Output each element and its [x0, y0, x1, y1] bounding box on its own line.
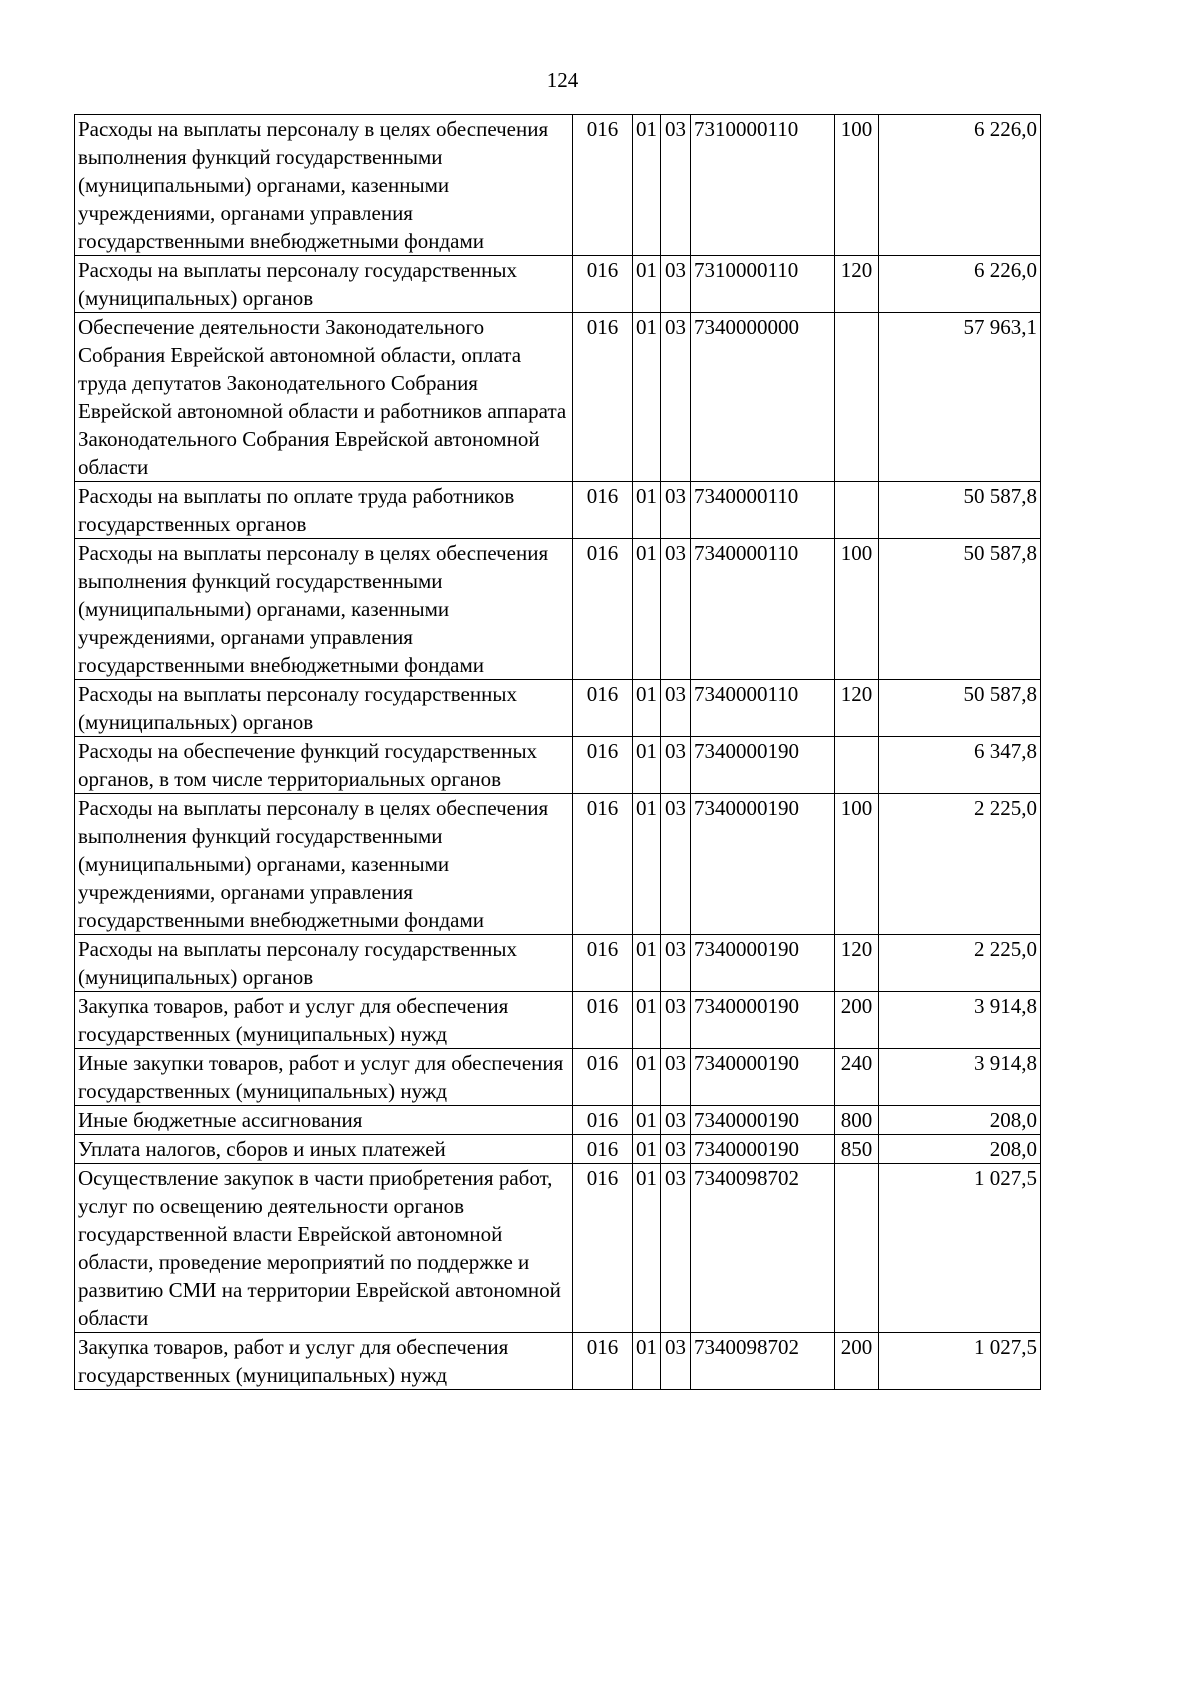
- subsection-cell: 03: [661, 935, 691, 992]
- ministry-code-cell: 016: [573, 313, 633, 482]
- row-name-cell: Расходы на обеспечение функций государственных органов, в том числе территориальных органов: [75, 737, 573, 794]
- subsection-cell: 03: [661, 1164, 691, 1333]
- ministry-code-cell: 016: [573, 539, 633, 680]
- table-row: [75, 115, 1041, 256]
- ministry-code-cell: 016: [573, 794, 633, 935]
- sum-cell: 50 587,8: [879, 680, 1041, 737]
- row-name-cell: Расходы на выплаты персоналу государственных (муниципальных) органов: [75, 256, 573, 313]
- target-article-cell: 7340000190: [691, 794, 835, 935]
- row-name-cell: Расходы на выплаты персоналу государственных (муниципальных) органов: [75, 935, 573, 992]
- ministry-code-cell: 016: [573, 1164, 633, 1333]
- target-article-cell: 7340000190: [691, 935, 835, 992]
- ministry-code-cell: 016: [573, 115, 633, 256]
- sum-cell: 6 226,0: [879, 256, 1041, 313]
- section-cell: 01: [633, 1164, 661, 1333]
- subsection-cell: 03: [661, 482, 691, 539]
- sum-cell: 6 226,0: [879, 115, 1041, 256]
- subsection-cell: 03: [661, 1135, 691, 1164]
- table-row: [75, 482, 1041, 539]
- subsection-cell: 03: [661, 1049, 691, 1106]
- table-row: [75, 313, 1041, 482]
- sum-cell: 2 225,0: [879, 794, 1041, 935]
- table-row: [75, 1164, 1041, 1333]
- expense-kind-cell: 800: [835, 1106, 879, 1135]
- sum-cell: 6 347,8: [879, 737, 1041, 794]
- page-number: 124: [546, 68, 579, 92]
- target-article-cell: 7340098702: [691, 1333, 835, 1390]
- section-cell: 01: [633, 539, 661, 680]
- table-row: [75, 539, 1041, 680]
- row-name-cell: Иные бюджетные ассигнования: [75, 1106, 573, 1135]
- ministry-code-cell: 016: [573, 1135, 633, 1164]
- expense-kind-cell: [835, 482, 879, 539]
- section-cell: 01: [633, 794, 661, 935]
- sum-cell: 57 963,1: [879, 313, 1041, 482]
- subsection-cell: 03: [661, 1333, 691, 1390]
- row-name-cell: Расходы на выплаты персоналу в целях обеспечения выполнения функций государственными (муниципальными) органами, казенными учреждениями, органами управления государственными внебюджетными фондами: [75, 539, 573, 680]
- section-cell: 01: [633, 313, 661, 482]
- target-article-cell: 7310000110: [691, 115, 835, 256]
- table-row: [75, 1135, 1041, 1164]
- expense-kind-cell: [835, 1164, 879, 1333]
- expense-kind-cell: 240: [835, 1049, 879, 1106]
- section-cell: 01: [633, 115, 661, 256]
- budget-table: [74, 114, 1041, 1390]
- sum-cell: 50 587,8: [879, 482, 1041, 539]
- expense-kind-cell: 120: [835, 680, 879, 737]
- target-article-cell: 7340000110: [691, 680, 835, 737]
- table-row: [75, 737, 1041, 794]
- budget-table-body: [75, 115, 1041, 1390]
- expense-kind-cell: 100: [835, 115, 879, 256]
- table-row: [75, 256, 1041, 313]
- section-cell: 01: [633, 992, 661, 1049]
- subsection-cell: 03: [661, 256, 691, 313]
- row-name-cell: Расходы на выплаты по оплате труда работников государственных органов: [75, 482, 573, 539]
- subsection-cell: 03: [661, 737, 691, 794]
- sum-cell: 3 914,8: [879, 992, 1041, 1049]
- sum-cell: 208,0: [879, 1106, 1041, 1135]
- row-name-cell: Осуществление закупок в части приобретения работ, услуг по освещению деятельности органов государственной власти Еврейской автономной области, проведение мероприятий по поддержке и развитию СМИ на территории Еврейской автономной области: [75, 1164, 573, 1333]
- row-name-cell: Расходы на выплаты персоналу государственных (муниципальных) органов: [75, 680, 573, 737]
- row-name-cell: Обеспечение деятельности Законодательного Собрания Еврейской автономной области, оплата труда депутатов Законодательного Собрания Еврейской автономной области и работников аппарата Законодательного Собрания Еврейской автономной области: [75, 313, 573, 482]
- row-name-cell: Уплата налогов, сборов и иных платежей: [75, 1135, 573, 1164]
- sum-cell: 208,0: [879, 1135, 1041, 1164]
- target-article-cell: 7340000110: [691, 482, 835, 539]
- ministry-code-cell: 016: [573, 935, 633, 992]
- subsection-cell: 03: [661, 680, 691, 737]
- ministry-code-cell: 016: [573, 482, 633, 539]
- ministry-code-cell: 016: [573, 680, 633, 737]
- table-row: [75, 1106, 1041, 1135]
- target-article-cell: 7340000190: [691, 992, 835, 1049]
- section-cell: 01: [633, 1106, 661, 1135]
- target-article-cell: 7340000190: [691, 1049, 835, 1106]
- section-cell: 01: [633, 482, 661, 539]
- subsection-cell: 03: [661, 794, 691, 935]
- expense-kind-cell: 100: [835, 539, 879, 680]
- ministry-code-cell: 016: [573, 992, 633, 1049]
- table-row: [75, 935, 1041, 992]
- table-row: [75, 794, 1041, 935]
- subsection-cell: 03: [661, 539, 691, 680]
- sum-cell: 1 027,5: [879, 1333, 1041, 1390]
- target-article-cell: 7340000190: [691, 1135, 835, 1164]
- table-row: [75, 1049, 1041, 1106]
- ministry-code-cell: 016: [573, 1049, 633, 1106]
- table-row: [75, 680, 1041, 737]
- ministry-code-cell: 016: [573, 1333, 633, 1390]
- subsection-cell: 03: [661, 1106, 691, 1135]
- target-article-cell: 7340000190: [691, 737, 835, 794]
- expense-kind-cell: 200: [835, 1333, 879, 1390]
- subsection-cell: 03: [661, 313, 691, 482]
- expense-kind-cell: 850: [835, 1135, 879, 1164]
- ministry-code-cell: 016: [573, 256, 633, 313]
- section-cell: 01: [633, 935, 661, 992]
- subsection-cell: 03: [661, 992, 691, 1049]
- row-name-cell: Закупка товаров, работ и услуг для обеспечения государственных (муниципальных) нужд: [75, 992, 573, 1049]
- expense-kind-cell: 200: [835, 992, 879, 1049]
- expense-kind-cell: [835, 737, 879, 794]
- section-cell: 01: [633, 680, 661, 737]
- expense-kind-cell: 120: [835, 935, 879, 992]
- sum-cell: 50 587,8: [879, 539, 1041, 680]
- section-cell: 01: [633, 256, 661, 313]
- subsection-cell: 03: [661, 115, 691, 256]
- sum-cell: 2 225,0: [879, 935, 1041, 992]
- target-article-cell: 7340000110: [691, 539, 835, 680]
- section-cell: 01: [633, 737, 661, 794]
- section-cell: 01: [633, 1049, 661, 1106]
- section-cell: 01: [633, 1135, 661, 1164]
- expense-kind-cell: 120: [835, 256, 879, 313]
- table-row: [75, 1333, 1041, 1390]
- target-article-cell: 7340000190: [691, 1106, 835, 1135]
- target-article-cell: 7310000110: [691, 256, 835, 313]
- table-row: [75, 992, 1041, 1049]
- target-article-cell: 7340000000: [691, 313, 835, 482]
- expense-kind-cell: [835, 313, 879, 482]
- row-name-cell: Закупка товаров, работ и услуг для обеспечения государственных (муниципальных) нужд: [75, 1333, 573, 1390]
- expense-kind-cell: 100: [835, 794, 879, 935]
- row-name-cell: Расходы на выплаты персоналу в целях обеспечения выполнения функций государственными (муниципальными) органами, казенными учреждениями, органами управления государственными внебюджетными фондами: [75, 115, 573, 256]
- row-name-cell: Иные закупки товаров, работ и услуг для обеспечения государственных (муниципальных) нужд: [75, 1049, 573, 1106]
- section-cell: 01: [633, 1333, 661, 1390]
- target-article-cell: 7340098702: [691, 1164, 835, 1333]
- ministry-code-cell: 016: [573, 737, 633, 794]
- ministry-code-cell: 016: [573, 1106, 633, 1135]
- row-name-cell: Расходы на выплаты персоналу в целях обеспечения выполнения функций государственными (муниципальными) органами, казенными учреждениями, органами управления государственными внебюджетными фондами: [75, 794, 573, 935]
- sum-cell: 1 027,5: [879, 1164, 1041, 1333]
- sum-cell: 3 914,8: [879, 1049, 1041, 1106]
